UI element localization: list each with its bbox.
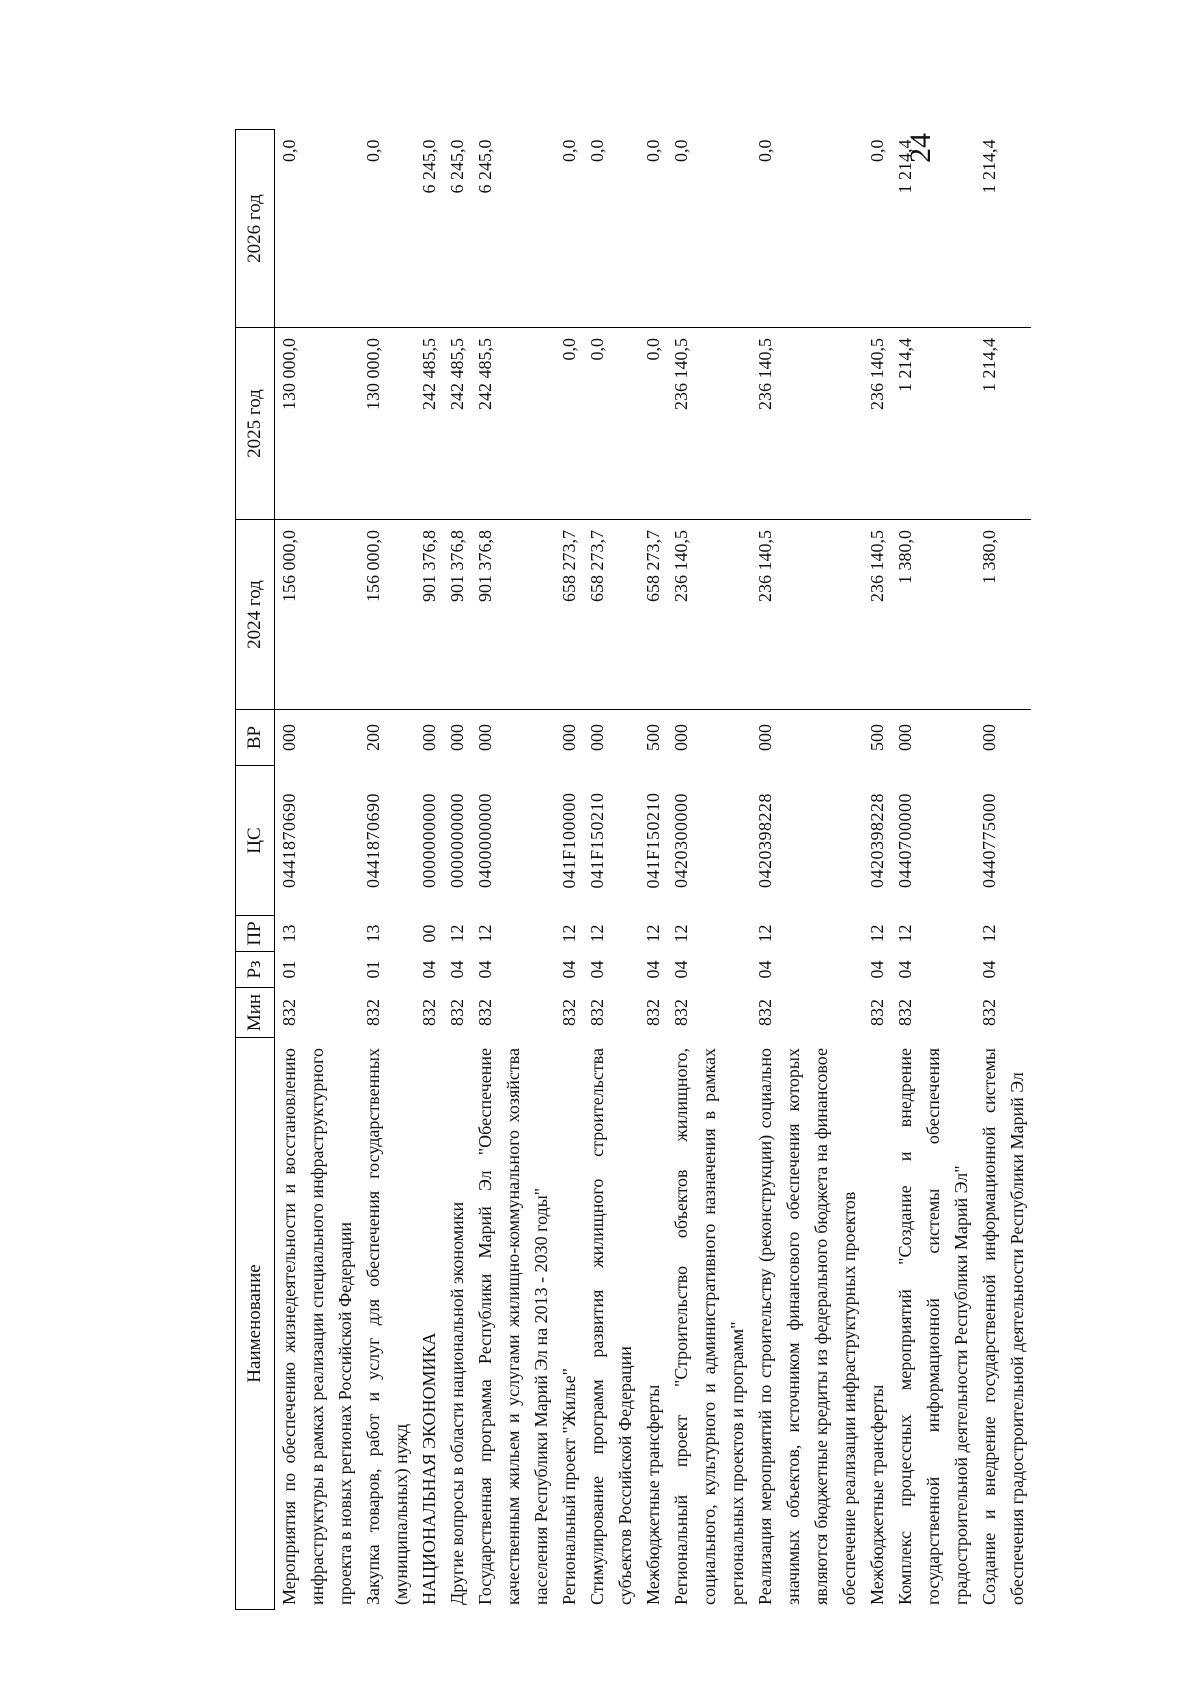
cell-2024: 236 140,5 [751, 520, 863, 710]
col-header-name: Наименование [236, 1038, 275, 1610]
col-header-cs: ЦС [236, 766, 275, 916]
cell-cs: 0000000000 [447, 793, 467, 888]
cell-cs: 041F100000 [559, 792, 579, 889]
cell-cs: 0400000000 [475, 793, 495, 888]
cell-2026: 0,0 [751, 130, 863, 328]
col-header-vr: ВР [236, 710, 275, 766]
cell-pr: 12 [559, 924, 579, 943]
cell-pr: 12 [867, 924, 887, 943]
cell-name: НАЦИОНАЛЬНАЯ ЭКОНОМИКА [419, 1332, 439, 1605]
cell-2024: 901 376,8 [471, 520, 555, 710]
cell-2026: 0,0 [275, 130, 360, 328]
cell-2026: 0,0 [583, 130, 639, 328]
table-row [639, 130, 667, 1610]
cell-rz: 01 [279, 960, 299, 979]
cell-rz: 04 [895, 960, 915, 979]
col-header-2024: 2024 год [236, 520, 275, 710]
table-row [275, 130, 360, 1610]
cell-name: Комплекс процессных мероприятий "Создание и внедрение государственной информационной системы обеспечения градостроительной деятельности Республики Марий Эл" [895, 1048, 971, 1605]
cell-pr: 13 [363, 924, 383, 943]
cell-rz: 04 [671, 960, 691, 979]
table-row [443, 130, 471, 1610]
cell-min: 832 [447, 999, 467, 1026]
cell-2025: 0,0 [639, 328, 667, 520]
cell-vr: 500 [867, 724, 887, 751]
cell-2025: 242 485,5 [443, 328, 471, 520]
cell-2024: 901 376,8 [415, 520, 443, 710]
cell-2025: 242 485,5 [415, 328, 443, 520]
cell-cs: 0420398228 [755, 793, 775, 888]
cell-2024: 658 273,7 [583, 520, 639, 710]
cell-min: 832 [587, 999, 607, 1026]
cell-2025: 236 140,5 [667, 328, 751, 520]
cell-name: Региональный проект "Строительство объектов жилищного, социального, культурного и административного назначения в рамках региональных проектов и программ" [671, 1048, 747, 1605]
cell-min: 832 [363, 999, 383, 1026]
cell-name: Региональный проект "Жилье" [559, 1368, 579, 1605]
cell-min: 832 [559, 999, 579, 1026]
cell-name: Государственная программа Республики Марий Эл "Обеспечение качественным жильем и услугами жилищно-коммунального хозяйства населения Республики Марий Эл на 2013 - 2030 годы" [475, 1048, 551, 1605]
cell-min: 832 [475, 999, 495, 1026]
cell-vr: 000 [559, 724, 579, 751]
table-row [975, 130, 1031, 1610]
cell-rz: 04 [755, 960, 775, 979]
cell-rz: 04 [643, 960, 663, 979]
rotated-page [235, 130, 1035, 1610]
cell-pr: 12 [755, 924, 775, 943]
cell-2026: 6 245,0 [471, 130, 555, 328]
cell-cs: 0000000000 [419, 793, 439, 888]
cell-min: 832 [671, 999, 691, 1026]
cell-min: 832 [867, 999, 887, 1026]
cell-vr: 500 [643, 724, 663, 751]
cell-2024: 901 376,8 [443, 520, 471, 710]
cell-cs: 0440700000 [895, 793, 915, 888]
table-row [471, 130, 555, 1610]
cell-pr: 12 [587, 924, 607, 943]
cell-2026: 1 214,4 [891, 130, 975, 328]
cell-name: Межбюджетные трансферты [643, 1384, 663, 1605]
cell-2024: 156 000,0 [275, 520, 360, 710]
cell-2025: 130 000,0 [359, 328, 415, 520]
page-number: 24 [904, 133, 937, 163]
cell-min: 832 [979, 999, 999, 1026]
table-row [751, 130, 863, 1610]
cell-vr: 000 [447, 724, 467, 751]
cell-rz: 04 [475, 960, 495, 979]
cell-2025: 130 000,0 [275, 328, 360, 520]
cell-vr: 200 [363, 724, 383, 751]
table-row [415, 130, 443, 1610]
cell-rz: 01 [363, 960, 383, 979]
table-row [667, 130, 751, 1610]
cell-2024: 156 000,0 [359, 520, 415, 710]
cell-2024: 236 140,5 [863, 520, 891, 710]
cell-cs: 041F150210 [643, 792, 663, 889]
cell-2026: 6 245,0 [443, 130, 471, 328]
table-body [275, 130, 1032, 1610]
cell-vr: 000 [419, 724, 439, 751]
table-row [359, 130, 415, 1610]
cell-name: Стимулирование программ развития жилищного строительства субъектов Российской Федерации [587, 1048, 635, 1605]
table-row [891, 130, 975, 1610]
col-header-pr: ПР [236, 916, 275, 952]
cell-2025: 1 214,4 [891, 328, 975, 520]
cell-pr: 12 [643, 924, 663, 943]
col-header-2026: 2026 год [236, 130, 275, 328]
cell-rz: 04 [587, 960, 607, 979]
cell-vr: 000 [279, 724, 299, 751]
col-header-min: Мин [236, 988, 275, 1038]
cell-2025: 242 485,5 [471, 328, 555, 520]
cell-pr: 00 [419, 924, 439, 943]
cell-2025: 0,0 [583, 328, 639, 520]
cell-cs: 0441870690 [363, 793, 383, 888]
cell-name: Межбюджетные трансферты [867, 1384, 887, 1605]
cell-2024: 1 380,0 [975, 520, 1031, 710]
cell-2025: 1 214,4 [975, 328, 1031, 520]
cell-2026: 1 214,4 [975, 130, 1031, 328]
cell-pr: 12 [671, 924, 691, 943]
cell-cs: 0420398228 [867, 793, 887, 888]
cell-pr: 12 [895, 924, 915, 943]
cell-2024: 236 140,5 [667, 520, 751, 710]
budget-table [235, 129, 1031, 1610]
cell-pr: 12 [447, 924, 467, 943]
cell-cs: 041F150210 [587, 792, 607, 889]
cell-name: Мероприятия по обеспечению жизнедеятельности и восстановлению инфраструктуры в рамках реализации специального инфраструктурного проекта в новых регионах Российской Федерации [279, 1048, 355, 1605]
cell-2025: 0,0 [555, 328, 583, 520]
cell-rz: 04 [867, 960, 887, 979]
cell-2026: 6 245,0 [415, 130, 443, 328]
cell-min: 832 [419, 999, 439, 1026]
cell-min: 832 [279, 999, 299, 1026]
cell-2025: 236 140,5 [863, 328, 891, 520]
cell-rz: 04 [419, 960, 439, 979]
cell-name: Реализация мероприятий по строительству (реконструкции) социально значимых объектов, источником финансового обеспечения которых являются бюджетные кредиты из федерального бюджета на финансовое обеспечение реализации инфраструктурных проектов [755, 1048, 859, 1605]
cell-rz: 04 [979, 960, 999, 979]
cell-pr: 12 [475, 924, 495, 943]
cell-vr: 000 [755, 724, 775, 751]
cell-2026: 0,0 [359, 130, 415, 328]
table-header [236, 130, 275, 1610]
cell-cs: 0440775000 [979, 793, 999, 888]
cell-2026: 0,0 [667, 130, 751, 328]
cell-2026: 0,0 [639, 130, 667, 328]
cell-min: 832 [895, 999, 915, 1026]
cell-2026: 0,0 [863, 130, 891, 328]
cell-min: 832 [643, 999, 663, 1026]
table-row [583, 130, 639, 1610]
cell-vr: 000 [671, 724, 691, 751]
cell-rz: 04 [559, 960, 579, 979]
cell-2025: 236 140,5 [751, 328, 863, 520]
cell-cs: 0420300000 [671, 793, 691, 888]
cell-rz: 04 [447, 960, 467, 979]
cell-2024: 658 273,7 [639, 520, 667, 710]
cell-vr: 000 [979, 724, 999, 751]
table-row [555, 130, 583, 1610]
cell-2024: 1 380,0 [891, 520, 975, 710]
cell-2024: 658 273,7 [555, 520, 583, 710]
cell-name: Создание и внедрение государственной информационной системы обеспечения градостроительной деятельности Республики Марий Эл [979, 1048, 1027, 1605]
cell-pr: 12 [979, 924, 999, 943]
col-header-rz: Рз [236, 952, 275, 988]
cell-name: Другие вопросы в области национальной экономики [447, 1201, 467, 1605]
cell-2026: 0,0 [555, 130, 583, 328]
cell-vr: 000 [587, 724, 607, 751]
cell-vr: 000 [895, 724, 915, 751]
cell-vr: 000 [475, 724, 495, 751]
table-row [863, 130, 891, 1610]
cell-name: Закупка товаров, работ и услуг для обеспечения государственных (муниципальных) нужд [363, 1048, 411, 1605]
cell-cs: 0441870690 [279, 793, 299, 888]
cell-pr: 13 [279, 924, 299, 943]
cell-min: 832 [755, 999, 775, 1026]
col-header-2025: 2025 год [236, 328, 275, 520]
